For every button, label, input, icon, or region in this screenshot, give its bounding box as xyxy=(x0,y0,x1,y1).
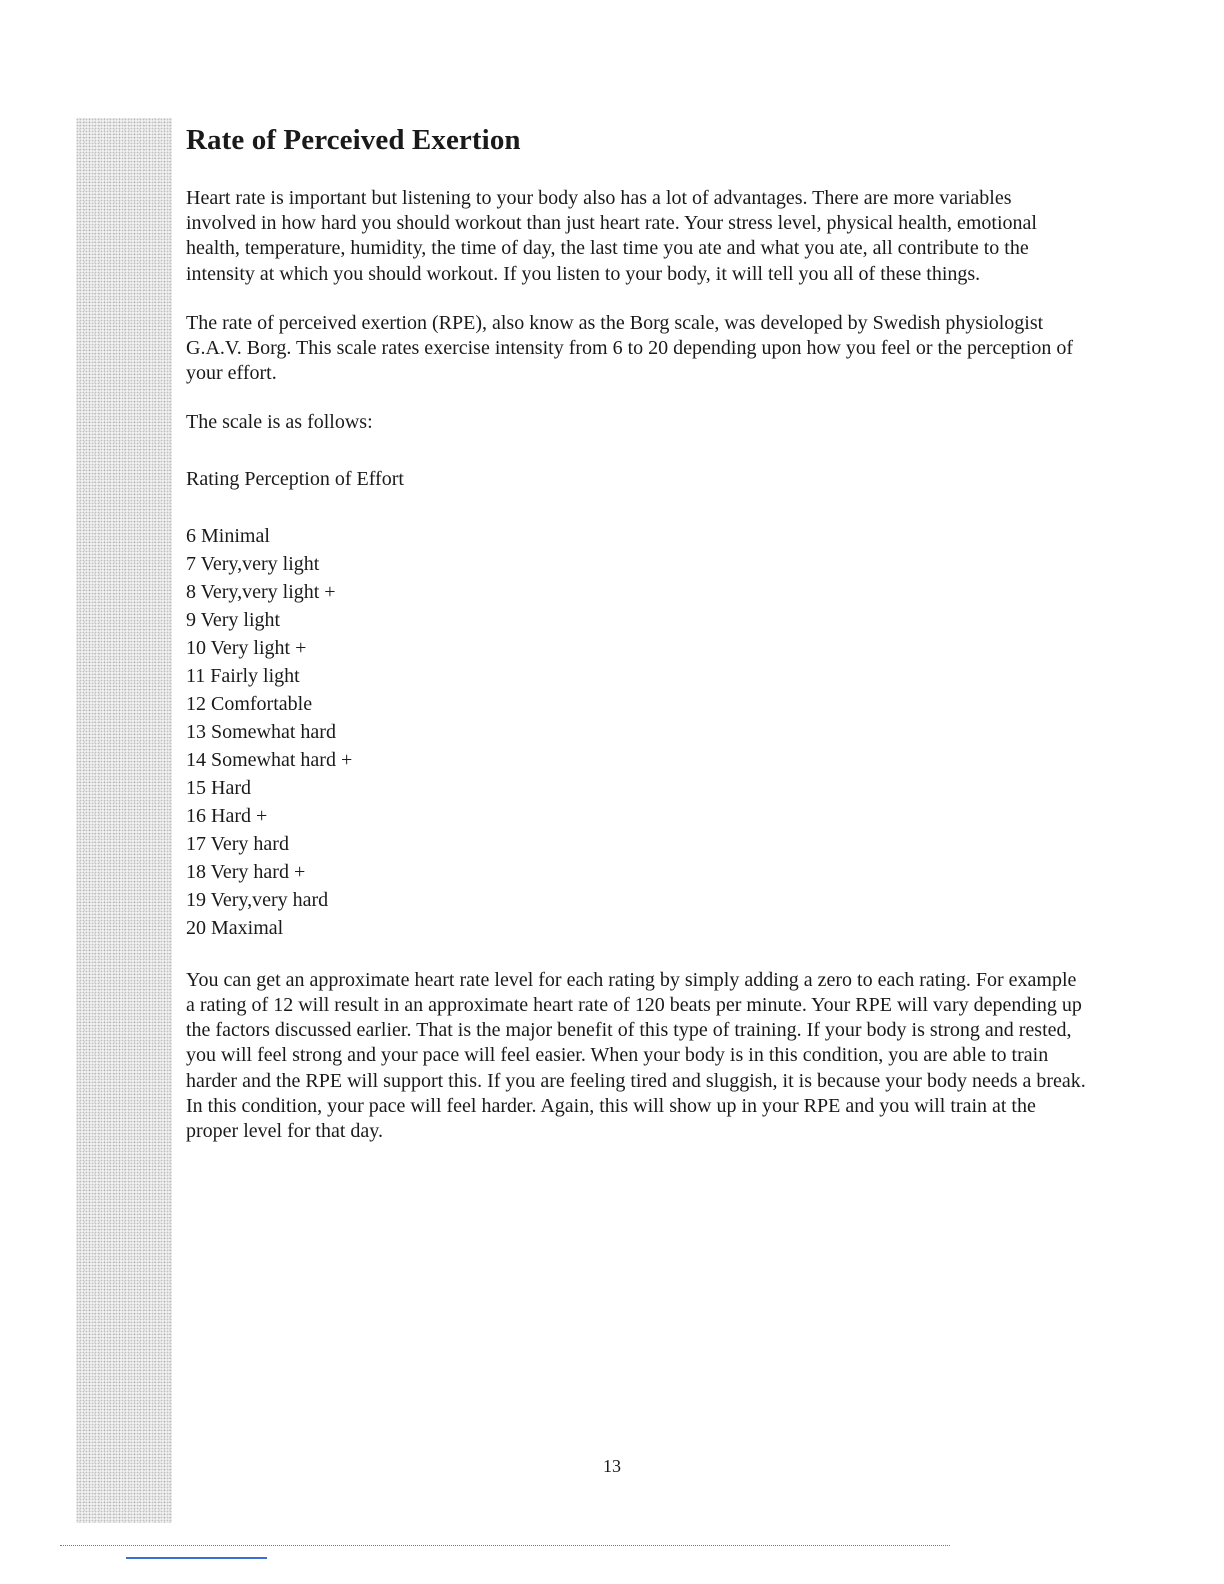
scale-item: 15 Hard xyxy=(186,776,251,799)
scale-item: 19 Very,very hard xyxy=(186,888,329,911)
scale-item: 14 Somewhat hard + xyxy=(186,748,353,771)
scale-item: 17 Very hard xyxy=(186,832,289,855)
scale-item: 8 Very,very light + xyxy=(186,580,336,603)
scale-heading: Rating Perception of Effort xyxy=(186,467,404,490)
page-title: Rate of Perceived Exertion xyxy=(186,124,521,156)
closing-paragraph: You can get an approximate heart rate level for each rating by simply adding a zero to each rating. For example a rating of 12 will result in an approximate heart rate of 120 beats per minute. Your RPE will vary depending up the factors discussed earlier. That is the major benefit of this type of training. If your body is strong and rested, you will feel strong and your pace will feel easier. When your body is in this condition, you are able to train harder and the RPE will support this. If you are feeling tired and sluggish, it is because your body needs a break. In this condition, your pace will feel harder. Again, this will show up in your RPE and you will train at the proper level for that day. xyxy=(186,968,1086,1143)
scale-item: 16 Hard + xyxy=(186,804,268,827)
scale-item: 7 Very,very light xyxy=(186,552,320,575)
rpe-scale-list xyxy=(186,522,1086,942)
scale-item: 18 Very hard + xyxy=(186,860,306,883)
bottom-blue-line xyxy=(126,1557,267,1559)
scale-item: 11 Fairly light xyxy=(186,664,300,687)
intro-paragraph: Heart rate is important but listening to your body also has a lot of advantages. There are more variables involved in how hard you should workout than just heart rate. Your stress level, physical health, emotional health, temperature, humidity, the time of day, the last time you ate and what you ate, all contribute to the intensity at which you should workout. If you listen to your body, it will tell you all of these things. xyxy=(186,187,1037,285)
scale-item: 10 Very light + xyxy=(186,636,307,659)
scale-item: 6 Minimal xyxy=(186,524,270,547)
scale-item: 13 Somewhat hard xyxy=(186,720,336,743)
page-content xyxy=(186,118,1086,1144)
bottom-dotted-rule xyxy=(60,1545,950,1546)
scale-item: 12 Comfortable xyxy=(186,692,313,715)
scale-item: 9 Very light xyxy=(186,608,281,631)
page-number: 13 xyxy=(603,1456,621,1476)
borg-scale-paragraph: The rate of perceived exertion (RPE), also know as the Borg scale, was developed by Swedish physiologist G.A.V. Borg. This scale rates exercise intensity from 6 to 20 depending upon how you feel or the perception of your effort. xyxy=(186,311,1074,385)
scan-shading-band xyxy=(76,118,172,1523)
scale-item: 20 Maximal xyxy=(186,916,284,939)
scale-intro-text: The scale is as follows: xyxy=(186,411,373,434)
